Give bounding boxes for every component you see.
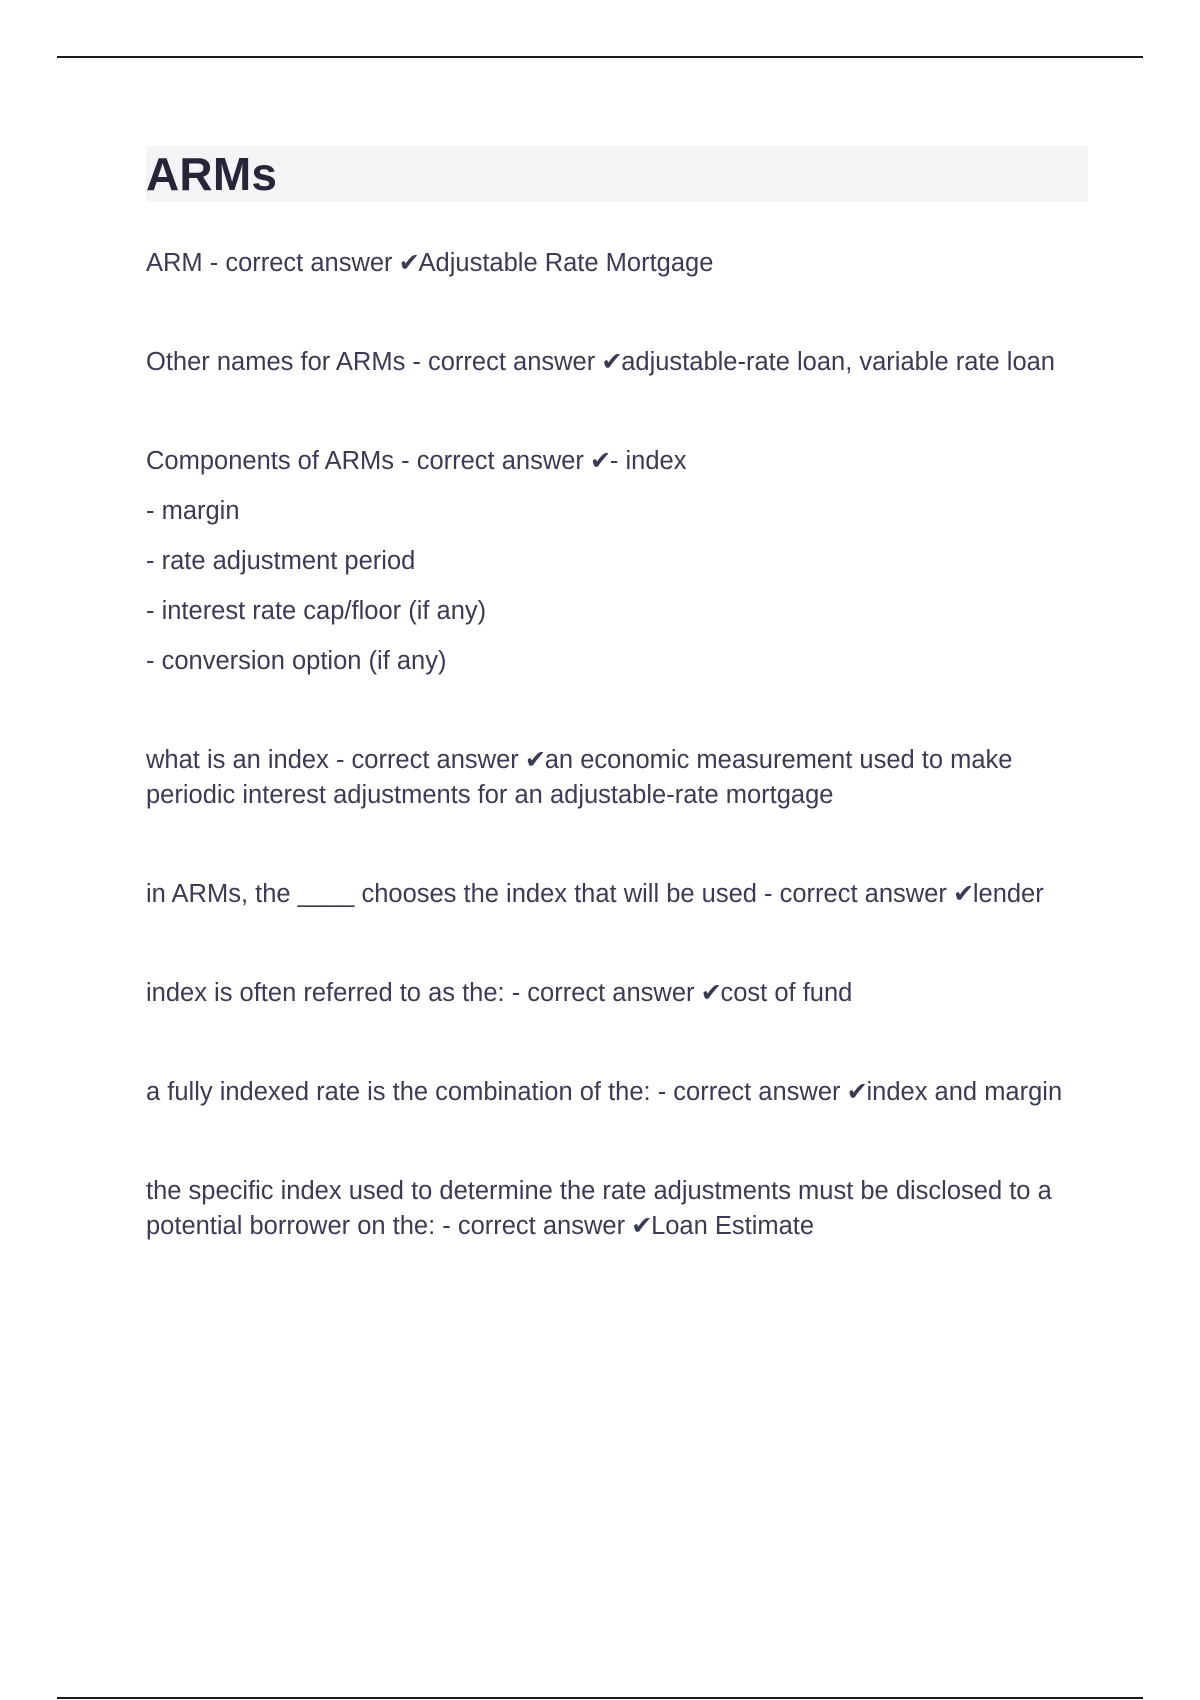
checkmark-icon: ✔ bbox=[589, 447, 612, 475]
qa-item bbox=[146, 246, 1088, 281]
question-text: index is often referred to as the: - correct answer bbox=[146, 979, 695, 1007]
question-text: the specific index used to determine the rate adjustments must be disclosed to a potential borrower on the: - correct answer bbox=[146, 1177, 1052, 1240]
qa-item bbox=[146, 1075, 1088, 1110]
title-bar bbox=[146, 146, 1088, 202]
answer-line: - rate adjustment period bbox=[146, 547, 416, 575]
answer-line: - interest rate cap/floor (if any) bbox=[146, 597, 487, 625]
top-rule bbox=[57, 56, 1143, 58]
answer-text: Loan Estimate bbox=[651, 1212, 815, 1240]
qa-item bbox=[146, 877, 1088, 912]
checkmark-icon: ✔ bbox=[846, 1078, 868, 1106]
answer-line: - conversion option (if any) bbox=[146, 647, 447, 675]
qa-item bbox=[146, 743, 1088, 813]
checkmark-icon: ✔ bbox=[524, 746, 547, 774]
answer-text: an economic measurement used to make periodic interest adjustments for an adjustable-rate mortgage bbox=[146, 746, 1013, 809]
qa-item bbox=[146, 444, 1088, 679]
checkmark-icon: ✔ bbox=[398, 249, 420, 277]
answer-text: lender bbox=[972, 880, 1044, 908]
question-text: ARM - correct answer bbox=[146, 249, 393, 277]
bottom-rule bbox=[57, 1697, 1143, 1699]
page-title: ARMs bbox=[146, 148, 278, 200]
answer-text: Adjustable Rate Mortgage bbox=[418, 249, 714, 277]
qa-item bbox=[146, 976, 1088, 1011]
question-text: what is an index - correct answer bbox=[146, 746, 519, 774]
qa-item bbox=[146, 1174, 1088, 1244]
checkmark-icon: ✔ bbox=[601, 348, 623, 376]
answer-text: - index bbox=[609, 447, 687, 475]
answer-text: index and margin bbox=[866, 1078, 1063, 1106]
checkmark-icon: ✔ bbox=[631, 1212, 653, 1240]
question-text: Other names for ARMs - correct answer bbox=[146, 348, 596, 376]
checkmark-icon: ✔ bbox=[700, 979, 722, 1007]
answer-text: cost of fund bbox=[720, 979, 853, 1007]
question-text: a fully indexed rate is the combination of the: - correct answer bbox=[146, 1078, 841, 1106]
qa-item bbox=[146, 345, 1088, 380]
answer-text: adjustable-rate loan, variable rate loan bbox=[621, 348, 1055, 376]
question-text: in ARMs, the ____ chooses the index that will be used - correct answer bbox=[146, 880, 947, 908]
document-body bbox=[146, 146, 1088, 1244]
answer-line: - margin bbox=[146, 497, 240, 525]
question-text: Components of ARMs - correct answer bbox=[146, 447, 584, 475]
checkmark-icon: ✔ bbox=[952, 880, 975, 908]
